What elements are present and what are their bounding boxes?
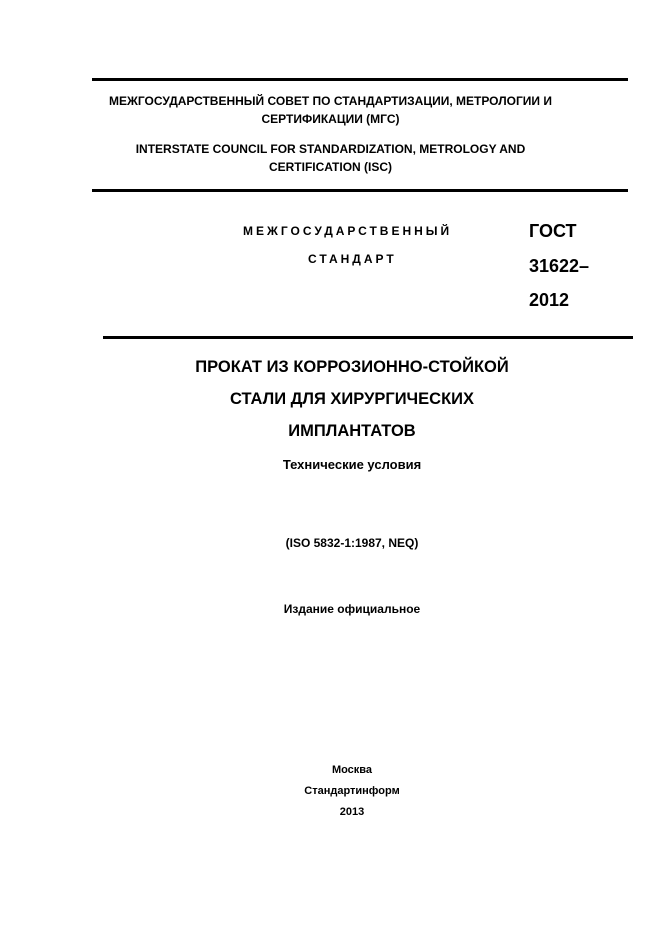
footer-city: Москва	[331, 764, 373, 776]
footer-year: 2013	[339, 806, 365, 818]
header-bottom-rule	[92, 189, 628, 192]
standard-type-line1: МЕЖГОСУДАРСТВЕННЫЙ	[243, 224, 453, 238]
council-en-line1: INTERSTATE COUNCIL FOR STANDARDIZATION, METROLOGY AND	[135, 142, 526, 156]
title-line2: СТАЛИ ДЛЯ ХИРУРГИЧЕСКИХ	[229, 390, 475, 408]
footer-publisher: Стандартинформ	[304, 785, 400, 797]
council-en-line2: CERTIFICATION (ISC)	[268, 160, 393, 174]
gost-year: 2012	[529, 290, 570, 310]
standard-type-line2: СТАНДАРТ	[308, 252, 397, 266]
gost-number: 31622–	[529, 256, 590, 276]
title-line3: ИМПЛАНТАТОВ	[288, 422, 416, 440]
top-rule	[92, 78, 628, 81]
standard-bottom-rule	[103, 336, 633, 339]
edition-note: Издание официальное	[283, 602, 421, 616]
title-line1: ПРОКАТ ИЗ КОРРОЗИОННО-СТОЙКОЙ	[195, 358, 509, 376]
iso-reference: (ISO 5832-1:1987, NEQ)	[285, 536, 419, 550]
council-ru-line1: МЕЖГОСУДАРСТВЕННЫЙ СОВЕТ ПО СТАНДАРТИЗАЦИИ, МЕТРОЛОГИИ И	[109, 94, 552, 108]
gost-label: ГОСТ	[529, 221, 577, 241]
council-ru-line2: СЕРТИФИКАЦИИ (МГС)	[261, 112, 400, 126]
subtitle: Технические условия	[282, 457, 422, 472]
